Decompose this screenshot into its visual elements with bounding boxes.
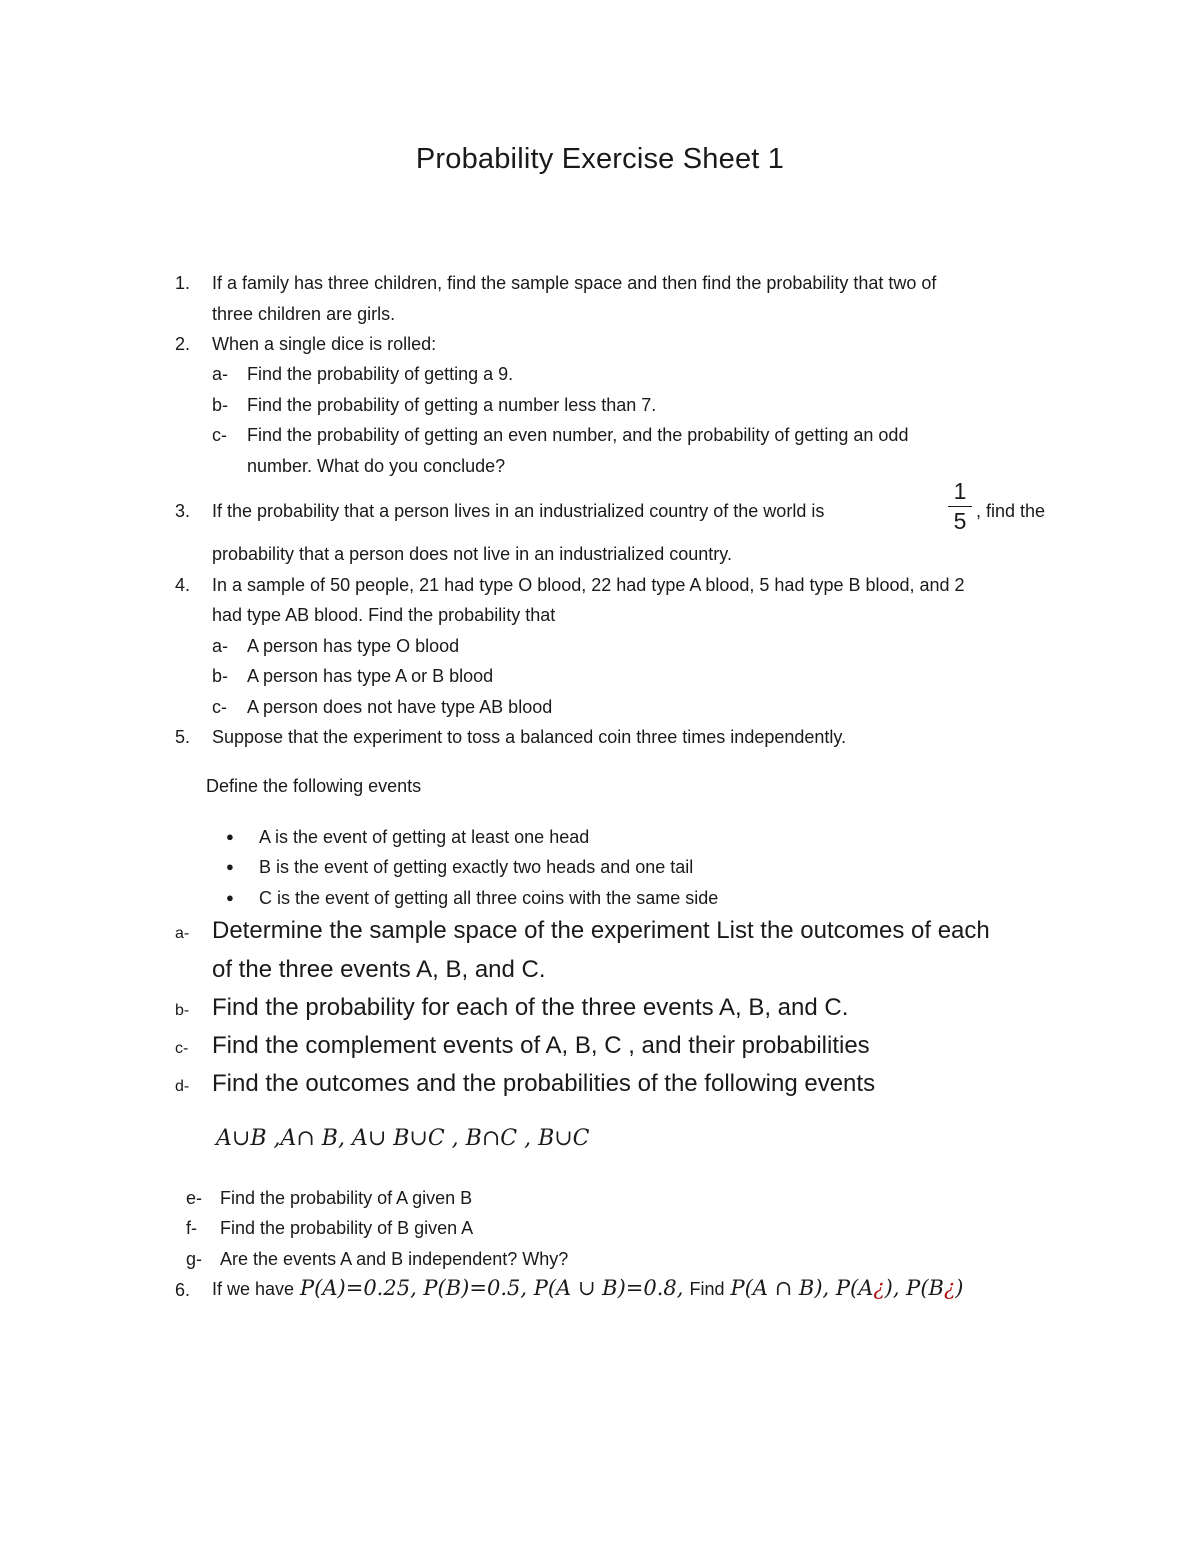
- question-3-text: If the probability that a person lives in an industrialized country of the world is: [212, 501, 825, 521]
- event-a: A is the event of getting at least one head: [259, 827, 590, 847]
- question-5-text: Suppose that the experiment to toss a balanced coin three times independently.: [212, 727, 847, 747]
- question-5g-text: Are the events A and B independent? Why?: [220, 1249, 569, 1269]
- fraction-numerator: 1: [953, 478, 967, 504]
- question-5d-label: d-: [175, 1078, 190, 1095]
- event-c: C is the event of getting all three coins with the same side: [259, 888, 719, 908]
- question-4c-text: A person does not have type AB blood: [247, 697, 553, 717]
- question-2b-label: b-: [212, 395, 229, 415]
- question-2c-text: Find the probability of getting an even number, and the probability of getting an odd: [247, 425, 909, 445]
- question-5f-text: Find the probability of B given A: [220, 1218, 474, 1238]
- event-b: B is the event of getting exactly two heads and one tail: [259, 857, 694, 877]
- question-1-number: 1.: [175, 273, 191, 293]
- question-4-text-cont: had type AB blood. Find the probability that: [212, 605, 556, 625]
- question-4c-label: c-: [212, 697, 227, 717]
- question-4a-label: a-: [212, 636, 229, 656]
- question-5e-label: e-: [186, 1188, 203, 1208]
- question-2-text: When a single dice is rolled:: [212, 334, 437, 354]
- question-5c-label: c-: [175, 1040, 189, 1057]
- fraction-denominator: 5: [953, 508, 967, 534]
- question-5a-label: a-: [175, 925, 190, 942]
- given-probabilities: P(A)=0.25, P(B)=0.5, P(A ∪ B)=0.8,: [300, 1276, 684, 1300]
- question-5c-text: Find the complement events of A, B, C , and their probabilities: [212, 1032, 870, 1059]
- question-4b-text: A person has type A or B blood: [247, 666, 494, 686]
- requested-probabilities: P(A ∩ B), P(A: [730, 1276, 874, 1300]
- page-title: Probability Exercise Sheet 1: [415, 143, 785, 175]
- question-5a-text-cont: of the three events A, B, and C.: [212, 956, 546, 983]
- question-3-number: 3.: [175, 501, 191, 521]
- bullet-icon: ●: [226, 829, 234, 844]
- set-expressions: A∪B ,A∩ B, A∪ B∪C , B∩C , B∪C: [216, 1126, 590, 1151]
- question-5g-label: g-: [186, 1249, 203, 1269]
- bullet-icon: ●: [226, 890, 234, 905]
- question-6-line: [212, 1276, 963, 1300]
- question-6-find: Find: [689, 1279, 725, 1299]
- fraction-one-fifth: [946, 480, 974, 533]
- question-2c-text-cont: number. What do you conclude?: [247, 456, 506, 476]
- question-5a-text: Determine the sample space of the experiment List the outcomes of each: [212, 917, 990, 944]
- question-5b-label: b-: [175, 1002, 190, 1019]
- question-4b-label: b-: [212, 666, 229, 686]
- question-2b-text: Find the probability of getting a number less than 7.: [247, 395, 657, 415]
- missing-glyph-1: ¿: [873, 1276, 885, 1300]
- question-6-lead: If we have: [212, 1279, 295, 1299]
- question-4-text: In a sample of 50 people, 21 had type O blood, 22 had type A blood, 5 had type B blood, and 2: [212, 575, 965, 595]
- question-3-text-after: , find the: [976, 501, 1046, 521]
- question-1-text-cont: three children are girls.: [212, 304, 396, 324]
- question-2a-text: Find the probability of getting a 9.: [247, 364, 514, 384]
- define-events-heading: Define the following events: [206, 776, 422, 796]
- question-5f-label: f-: [186, 1218, 197, 1238]
- question-4-number: 4.: [175, 575, 191, 595]
- question-5-number: 5.: [175, 727, 191, 747]
- question-3-text-cont: probability that a person does not live in an industrialized country.: [212, 544, 732, 564]
- question-2c-label: c-: [212, 425, 227, 445]
- question-1-text: If a family has three children, find the sample space and then find the probability that two of: [212, 273, 937, 293]
- requested-probabilities-cont: ), P(B: [884, 1276, 944, 1300]
- missing-glyph-2: ¿: [943, 1276, 956, 1300]
- question-2-number: 2.: [175, 334, 191, 354]
- question-4a-text: A person has type O blood: [247, 636, 460, 656]
- question-5b-text: Find the probability for each of the three events A, B, and C.: [212, 994, 849, 1021]
- requested-probabilities-end: ): [955, 1276, 964, 1300]
- question-5d-text: Find the outcomes and the probabilities of the following events: [212, 1070, 876, 1097]
- question-2a-label: a-: [212, 364, 229, 384]
- question-5e-text: Find the probability of A given B: [220, 1188, 473, 1208]
- question-6-number: 6.: [175, 1280, 191, 1300]
- bullet-icon: ●: [226, 859, 234, 874]
- fraction-bar: [948, 506, 972, 507]
